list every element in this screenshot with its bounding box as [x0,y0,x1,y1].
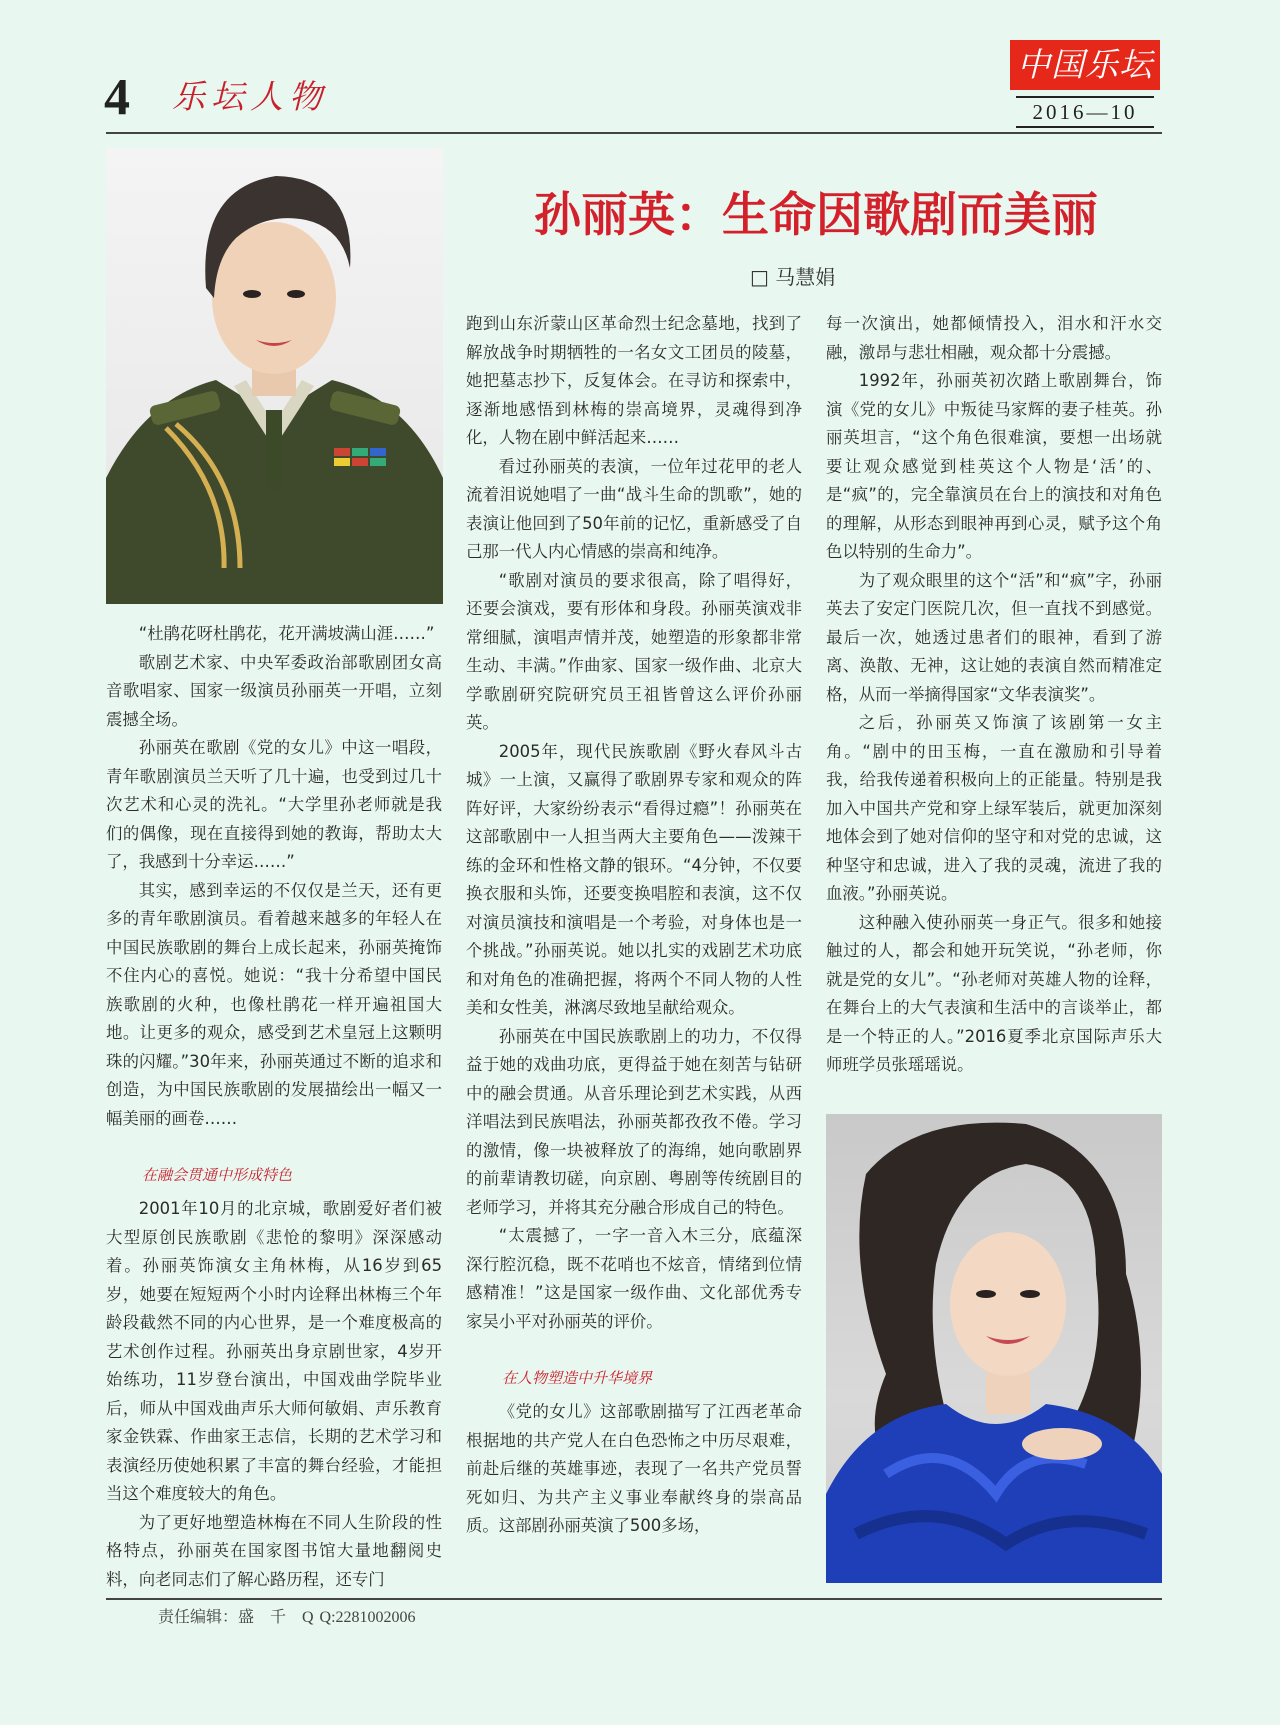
paragraph: 其实，感到幸运的不仅仅是兰天，还有更多的青年歌剧演员。看着越来越多的年轻人在中国民族歌剧的舞台上成长起来，孙丽英掩饰不住内心的喜悦。她说：“我十分希望中国民族歌剧的火种，也像杜鹃花一样开遍祖国大地。让更多的观众，感受到艺术皇冠上这颗明珠的闪耀。”30年来，孙丽英通过不断的追求和创造，为中国民族歌剧的发展描绘出一幅又一幅美丽的画卷…… [106,880,442,1128]
paragraph: 为了更好地塑造林梅在不同人生阶段的性格特点，孙丽英在国家图书馆大量地翻阅史料，向老同志们了解心路历程，还专门 [106,1512,442,1589]
masthead [1010,40,1160,130]
portrait-photo-uniform [106,148,443,604]
paragraph: 孙丽英在中国民族歌剧上的功力，不仅得益于她的戏曲功底，更得益于她在刻苦与钻研中的融会贯通。从音乐理论到艺术实践，从西洋唱法到民族唱法，孙丽英都孜孜不倦。学习的激情，像一块被释放了的海绵，她向歌剧界的前辈请教切磋，向京剧、粤剧等传统剧目的老师学习，并将其充分融合形成自己的特色。 [466,1026,802,1217]
issue-number: 2016—10 [1016,96,1154,128]
paragraph: “太震撼了，一字一音入木三分，底蕴深深行腔沉稳，既不花哨也不炫音，情绪到位情感精准！”这是国家一级作曲、文化部优秀专家吴小平对孙丽英的评价。 [466,1226,802,1331]
masthead-logo: 中国乐坛 [1010,40,1160,90]
paragraph: 跑到山东沂蒙山区革命烈士纪念墓地，找到了解放战争时期牺牲的一名女文工团员的陵墓，她把墓志抄下，反复体会。在寻访和探索中，逐渐地感悟到林梅的崇高境界，灵魂得到净化，人物在剧中鲜活起来…… [466,314,802,447]
header-divider [106,132,1162,134]
subheading: 在融会贯通中形成特色 [142,1166,293,1184]
paragraph: 看过孙丽英的表演，一位年过花甲的老人流着泪说她唱了一曲“战斗生命的凯歌”，她的表演让他回到了50年前的记忆，重新感受了自己那一代人内心情感的崇高和纯净。 [466,456,802,561]
portrait-photo-blue-dress [826,1114,1162,1583]
paragraph: “歌剧对演员的要求很高，除了唱得好，还要会演戏，要有形体和身段。孙丽英演戏非常细腻，演唱声情并茂，她塑造的形象都非常生动、丰满。”作曲家、国家一级作曲、北京大学歌剧研究院研究员王祖皆曾这么评价孙丽英。 [466,570,802,732]
byline: □ 马慧娟 [750,265,836,289]
article-title: 孙丽英：生命因歌剧而美丽 [534,188,1098,243]
article-column-1 [106,620,442,1594]
editor-credit: 责任编辑：盛 千 Q Q:2281002006 [158,1609,416,1626]
paragraph: 孙丽英在歌剧《党的女儿》中这一唱段，青年歌剧演员兰天听了几十遍，也受到过几十次艺术和心灵的洗礼。“大学里孙老师就是我们的偶像，现在直接得到她的教诲，帮助太大了，我感到十分幸运……” [106,738,442,871]
article-column-2 [466,310,802,1541]
subheading: 在人物塑造中升华境界 [502,1369,653,1387]
paragraph: 1992年，孙丽英初次踏上歌剧舞台，饰演《党的女儿》中叛徒马家辉的妻子桂英。孙丽英坦言，“这个角色很难演，要想一出场就要让观众感觉到桂英这个人物是‘活’的、是“疯”的，完全靠演员在台上的演技和对角色的理解，从形态到眼神再到心灵，赋予这个角色以特别的生命力”。 [826,371,1162,561]
article-column-3 [826,310,1162,1080]
paragraph: 《党的女儿》这部歌剧描写了江西老革命根据地的共产党人在白色恐怖之中历尽艰难，前赴后继的英雄事迹，表现了一名共产党员誓死如归、为共产主义事业奉献终身的崇高品质。这部剧孙丽英演了500多场， [466,1402,802,1535]
paragraph: 2005年，现代民族歌剧《野火春风斗古城》一上演，又赢得了歌剧界专家和观众的阵阵好评，大家纷纷表示“看得过瘾”！孙丽英在这部歌剧中一人担当两大主要角色——泼辣干练的金环和性格文静的银环。“4分钟，不仅要换衣服和头饰，还要变换唱腔和表演，这不仅对演员演技和演唱是一个考验，对身体也是一个挑战。”孙丽英说。她以扎实的戏剧艺术功底和对角色的准确把握，将两个不同人物的人性美和女性美，淋漓尽致地呈献给观众。 [466,741,802,1017]
paragraph: 歌剧艺术家、中央军委政治部歌剧团女高音歌唱家、国家一级演员孙丽英一开唱，立刻震撼全场。 [106,652,442,729]
section-title: 乐坛人物 [172,77,328,116]
page-number: 4 [104,69,130,126]
paragraph: 这种融入使孙丽英一身正气。很多和她接触过的人，都会和她开玩笑说，“孙老师，你就是党的女儿”。“孙老师对英雄人物的诠释，在舞台上的大气表演和生活中的言谈举止，都是一个特正的人。”2016夏季北京国际声乐大师班学员张瑶瑶说。 [826,912,1162,1074]
paragraph: 每一次演出，她都倾情投入，泪水和汗水交融，激昂与悲壮相融，观众都十分震撼。 [826,314,1162,362]
paragraph: 之后，孙丽英又饰演了该剧第一女主角。“剧中的田玉梅，一直在激励和引导着我，给我传递着积极向上的正能量。特别是我加入中国共产党和穿上绿军装后，就更加深刻地体会到了她对信仰的坚守和对党的忠诚，这种坚守和忠诚，进入了我的灵魂，流进了我的血液。”孙丽英说。 [826,713,1162,903]
footer-divider [106,1598,1162,1600]
paragraph: “杜鹃花呀杜鹃花，花开满坡满山涯……” [138,624,435,643]
paragraph: 为了观众眼里的这个“活”和“疯”字，孙丽英去了安定门医院几次，但一直找不到感觉。最后一次，她透过患者们的眼神，看到了游离、涣散、无神，这让她的表演自然而精准定格，从而一举摘得国家“文华表演奖”。 [826,570,1162,704]
paragraph: 2001年10月的北京城，歌剧爱好者们被大型原创民族歌剧《悲怆的黎明》深深感动着。孙丽英饰演女主角林梅，从16岁到65岁，她要在短短两个小时内诠释出林梅三个年龄段截然不同的内心世界，是一个难度极高的艺术创作过程。孙丽英出身京剧世家，4岁开始练功，11岁登台演出，中国戏曲学院毕业后，师从中国戏曲声乐大师何敏娟、声乐教育家金铁霖、作曲家王志信，长期的艺术学习和表演经历使她积累了丰富的舞台经验，才能担当这个难度较大的角色。 [106,1199,442,1503]
